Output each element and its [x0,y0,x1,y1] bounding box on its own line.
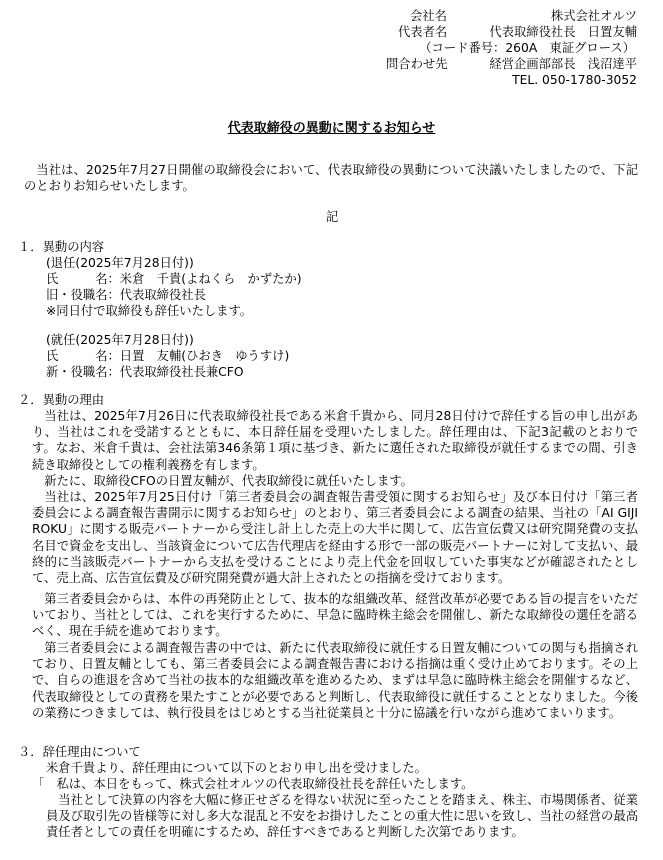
section2-heading: ２．異動の理由 [18,393,105,407]
intro-paragraph: 当社は、2025年7月27日開催の取締役会において、代表取締役の異動について決議いたしましたので、下記のとおりお知らせいたします。 [24,163,638,194]
resign-date: (退任(2025年7月28日付)) [46,256,194,270]
contact-label: 問合わせ先 [386,57,448,71]
section2-paragraph-4: 第三者委員会からは、本件の再発防止として、抜本的な組織改革、経営改革が必要である旨の提言をいただいており、当社としては、これを実行するために、早急に臨時株主総会を開催し、新たな取締役の選任を諮るべく、現在手続を進めております。 [32,592,638,639]
tel: TEL. 050-1780-3052 [512,73,637,87]
section1-heading: １．異動の内容 [18,240,105,254]
ki-mark: 記 [326,210,339,224]
section3-paragraph-1: 米倉千貴より、辞任理由について以下のとおり申し出を受けました。 [46,761,427,775]
appoint-date: (就任(2025年7月28日付)) [46,333,194,347]
company-value: 株式会社オルツ [550,9,637,23]
section2-paragraph-1: 当社は、2025年7月26日に代表取締役社長である米倉千貴から、同月28日付けで辞任する旨の申し出があり、当社はこれを受諾するとともに、本日辞任届を受理いたしました。辞任理由は、下記3記載のとおりです。なお、米倉千貴は、会社法第346条第１項に基づき、新たに選任された取締役が就任するまでの間、引き続き取締役としての権利義務を有します。 [32,409,638,472]
resign-name: 氏 名：米倉 千貴(よねくら かずたか) [46,272,302,286]
section2-paragraph-5: 第三者委員会による調査報告書の中では、新たに代表取締役に就任する日置友輔についての関与も指摘されており、日置友輔としても、第三者委員会による調査報告書における指摘は重く受け止めております。その上で、自らの進退を含めて当社の抜本的な組織改革を進めるため、まずは早急に臨時株主総会を開催するなど、代表取締役としての責務を果たすことが必要であると判断し、代表取締役に就任することとなりました。今後の業務につきましては、執行役員をはじめとする当社従業員と十分に協議を行いながら進めてまいります。 [32,641,638,720]
section3-heading: ３．辞任理由について [18,745,141,759]
rep-value: 代表取締役社長 日置友輔 [489,25,637,39]
rep-label: 代表者名 [398,25,448,39]
contact-value: 経営企画部部長 浅沼達平 [489,57,637,71]
appoint-name: 氏 名：日置 友輔(ひおき ゆうすけ) [46,349,290,363]
resign-note: ※同日付で取締役も辞任いたします。 [46,304,253,318]
quote-paragraph: 当社として決算の内容を大幅に修正せざるを得ない状況に至ったことを踏まえ、株主、市場関係者、従業員及び取引先の皆様等に対し多大な混乱と不安をお掛けしたことの重大性に思いを致し、当社の経営の最高責任者としての責任を明確にするため、辞任すべきであると判断した次第であります。 [46,793,638,840]
code-line: （コード番号：260A 東証グロース） [419,41,635,55]
appoint-position: 新・役職名：代表取締役社長兼CFO [46,365,244,379]
quote-line-1: 「 私は、本日をもって、株式会社オルツの代表取締役社長を辞任いたします。 [32,777,474,791]
page-title: 代表取締役の異動に関するお知らせ [227,121,436,136]
section2-paragraph-3: 当社は、2025年7月25日付け「第三者委員会の調査報告書受領に関するお知らせ」及び本日付け「第三者委員会による調査報告書開示に関するお知らせ」のとおり、第三者委員会による調査の結果、当社の「AI GIJIROKU」に関する販売パートナーから受注し計上した売上の大半に関して、広告宣伝費又は研究開発費の支払名目で資金を支出し、当該資金について広告代理店を経由する形で一部の販売パートナーに対して支払い、最終的に当該販売パートナーから支払を受けることにより売上代金を回収していた事実などが確認されたとして、売上高、広告宣伝費及び研究開発費が過大計上されたとの指摘を受けております。 [32,490,638,586]
section2-paragraph-2: 新たに、取締役CFOの日置友輔が、代表取締役に就任いたします。 [44,474,413,488]
resign-position: 旧・役職名：代表取締役社長 [46,288,206,302]
company-label: 会社名 [410,9,447,23]
